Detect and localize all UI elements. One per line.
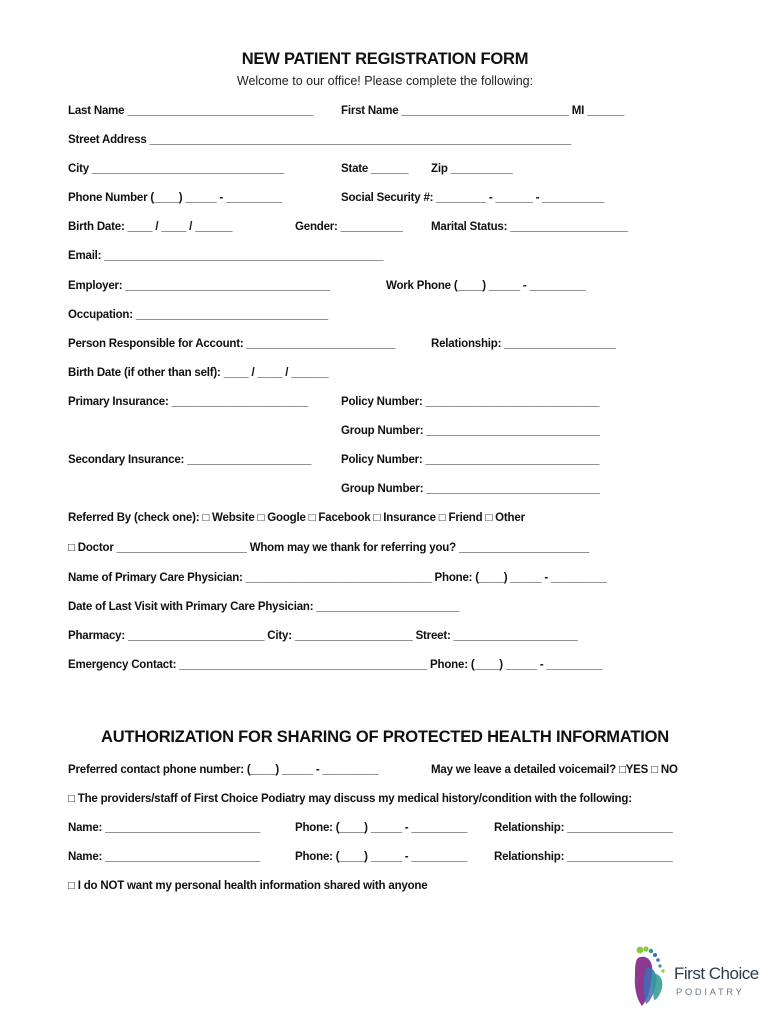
primary-group-number-field[interactable]: Group Number: ____________________________ <box>341 425 600 437</box>
voicemail-checkboxes[interactable]: May we leave a detailed voicemail? □YES □ NO <box>431 764 678 776</box>
first-choice-podiatry-logo <box>632 944 762 1010</box>
person-responsible-field[interactable]: Person Responsible for Account: ________________________ <box>68 338 396 350</box>
secondary-policy-number-field[interactable]: Policy Number: ____________________________ <box>341 454 600 466</box>
primary-care-physician-field[interactable]: Name of Primary Care Physician: ______________________________ Phone: (____) _____ - _________ <box>68 572 607 584</box>
referred-by-checkboxes[interactable]: Referred By (check one): □ Website □ Google □ Facebook □ Insurance □ Friend □ Other <box>68 512 525 524</box>
primary-insurance-field[interactable]: Primary Insurance: ______________________ <box>68 396 308 408</box>
authorization-title: AUTHORIZATION FOR SHARING OF PROTECTED HEALTH INFORMATION <box>101 728 669 746</box>
contact-name-field[interactable]: Name: _________________________ <box>68 822 261 834</box>
contact-relationship-field[interactable]: Relationship: _________________ <box>494 851 673 863</box>
phone-number-field[interactable]: Phone Number (____) _____ - _________ <box>68 192 282 204</box>
email-field[interactable]: Email: _____________________________________________ <box>68 250 384 262</box>
footprint-logo-icon <box>632 944 674 1010</box>
emergency-contact-field[interactable]: Emergency Contact: ________________________________________ Phone: (____) _____ - _________ <box>68 659 603 671</box>
birth-date-other-field[interactable]: Birth Date (if other than self): ____ / ____ / ______ <box>68 367 329 379</box>
preferred-phone-field[interactable]: Preferred contact phone number: (____) _____ - _________ <box>68 764 379 776</box>
marital-status-field[interactable]: Marital Status: ___________________ <box>431 221 628 233</box>
state-field[interactable]: State ______ <box>341 163 409 175</box>
birth-date-field[interactable]: Birth Date: ____ / ____ / ______ <box>68 221 233 233</box>
contact-phone-field[interactable]: Phone: (____) _____ - _________ <box>295 851 468 863</box>
logo-subtitle: PODIATRY <box>676 987 745 998</box>
discuss-consent-checkbox[interactable]: □ The providers/staff of First Choice Podiatry may discuss my medical history/condition with the following: <box>68 793 632 805</box>
secondary-insurance-field[interactable]: Secondary Insurance: ____________________ <box>68 454 312 466</box>
contact-relationship-field[interactable]: Relationship: _________________ <box>494 822 673 834</box>
last-name-field[interactable]: Last Name ______________________________ <box>68 105 314 117</box>
contact-name-field[interactable]: Name: _________________________ <box>68 851 261 863</box>
relationship-field[interactable]: Relationship: __________________ <box>431 338 616 350</box>
gender-field[interactable]: Gender: __________ <box>295 221 403 233</box>
ssn-field[interactable]: Social Security #: ________ - ______ - __________ <box>341 192 605 204</box>
occupation-field[interactable]: Occupation: _______________________________ <box>68 309 328 321</box>
form-title: NEW PATIENT REGISTRATION FORM <box>241 50 529 68</box>
no-share-checkbox[interactable]: □ I do NOT want my personal health information shared with anyone <box>68 880 428 892</box>
street-address-field[interactable]: Street Address ____________________________________________________________________ <box>68 134 571 146</box>
primary-policy-number-field[interactable]: Policy Number: ____________________________ <box>341 396 600 408</box>
form-subtitle: Welcome to our office! Please complete the following: <box>236 74 534 88</box>
zip-field[interactable]: Zip __________ <box>431 163 513 175</box>
work-phone-field[interactable]: Work Phone (____) _____ - _________ <box>386 280 586 292</box>
doctor-referral-field[interactable]: □ Doctor _____________________ Whom may we thank for referring you? _____________________ <box>68 542 590 554</box>
city-field[interactable]: City _______________________________ <box>68 163 284 175</box>
pharmacy-field[interactable]: Pharmacy: ______________________ City: ___________________ Street: ____________________ <box>68 630 578 642</box>
employer-field[interactable]: Employer: _________________________________ <box>68 280 330 292</box>
first-name-field[interactable]: First Name ___________________________ MI ______ <box>341 105 625 117</box>
contact-phone-field[interactable]: Phone: (____) _____ - _________ <box>295 822 468 834</box>
last-visit-field[interactable]: Date of Last Visit with Primary Care Physician: _______________________ <box>68 601 459 613</box>
secondary-group-number-field[interactable]: Group Number: ____________________________ <box>341 483 600 495</box>
logo-name: First Choice <box>674 964 759 983</box>
